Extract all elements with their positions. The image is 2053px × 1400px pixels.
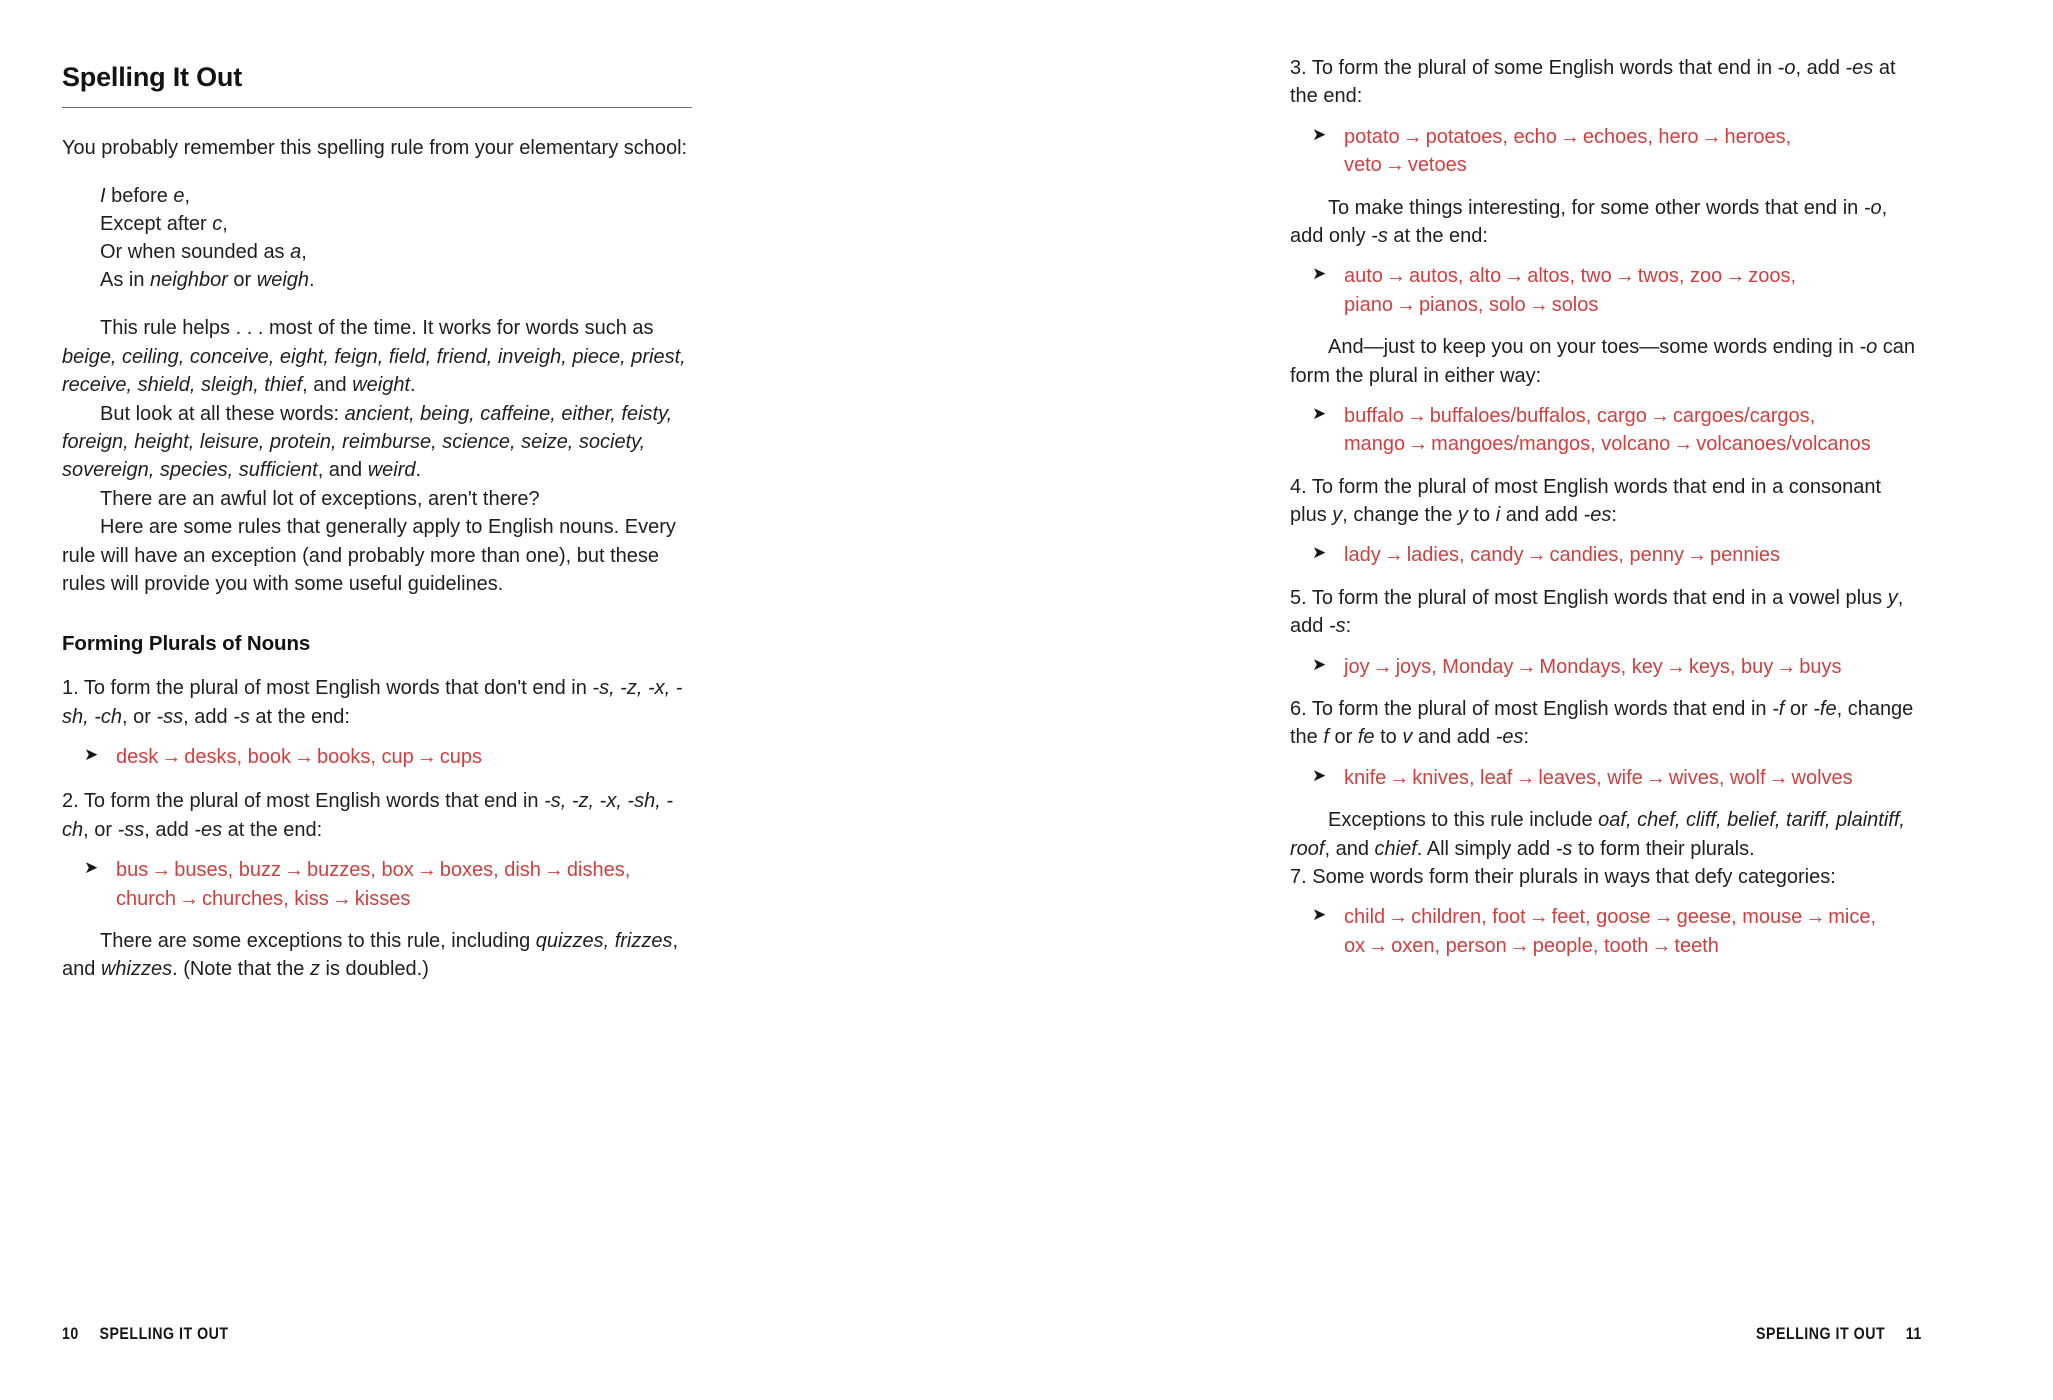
arrow-icon: → (1385, 265, 1406, 288)
rhyme-line-1: I before e, (100, 185, 191, 208)
arrow-icon: → (1768, 766, 1789, 789)
triangle-bullet-icon: ➤ (1312, 264, 1327, 284)
arrow-icon: → (1384, 154, 1405, 177)
arrow-icon: → (161, 746, 182, 769)
triangle-bullet-icon: ➤ (1312, 765, 1327, 785)
triangle-bullet-icon: ➤ (84, 858, 99, 878)
rhyme-line-3: Or when sounded as a, (100, 241, 307, 264)
page-number: 11 (1905, 1325, 1922, 1343)
page-footer-left (62, 1325, 229, 1344)
rule-1-examples (62, 743, 692, 771)
arrow-icon: → (283, 859, 304, 882)
arrow-icon: → (1649, 404, 1670, 427)
arrow-icon: → (1673, 433, 1694, 456)
rule-2-examples (62, 856, 692, 913)
arrow-icon: → (1504, 265, 1525, 288)
title-divider (62, 107, 692, 108)
arrow-icon: → (1701, 125, 1722, 148)
arrow-icon: → (1408, 433, 1429, 456)
triangle-bullet-icon: ➤ (84, 745, 99, 765)
paragraph-here-rules: Here are some rules that generally apply to English nouns. Every rule will have an exception (and probably more than one), but these rules will provide you with some useful guidelines. (62, 516, 676, 595)
arrow-icon: → (1383, 544, 1404, 567)
paragraph-quizzes-exceptions: There are some exceptions to this rule, including quizzes, frizzes, and whizzes. (Note that the z is doubled.) (62, 930, 679, 981)
triangle-bullet-icon: ➤ (1312, 905, 1327, 925)
rule-2-text: 2. To form the plural of most English words that end in -s, -z, -x, -sh, -ch, or -ss, add -es at the end: (62, 790, 673, 841)
page-left (0, 0, 1026, 1400)
page-number: 10 (62, 1325, 79, 1343)
rule-7-examples (1290, 903, 1922, 960)
arrow-icon: → (1645, 766, 1666, 789)
list-item (84, 856, 692, 913)
example-text: bus → buses, buzz → buzzes, box → boxes, dish → dishes, church → churches, kiss → kisses (116, 859, 631, 910)
arrow-icon: → (1614, 265, 1635, 288)
arrow-icon: → (1516, 655, 1537, 678)
rule-4-text: 4. To form the plural of most English words that end in a consonant plus y, change the y to i and add -es: (1290, 475, 1882, 527)
triangle-bullet-icon: ➤ (1312, 403, 1327, 423)
arrow-icon: → (1509, 934, 1530, 957)
arrow-icon: → (416, 859, 437, 882)
arrow-icon: → (179, 887, 200, 910)
example-text: buffalo → buffaloes/buffalos, cargo → cargoes/cargos, mango → mangoes/mangos, volcano → volcanoes/volcanos (1344, 404, 1871, 456)
example-text: knife → knives, leaf → leaves, wife → wives, wolf → wolves (1344, 766, 1853, 789)
list-item (84, 743, 692, 771)
paragraph-rule-helps: This rule helps . . . most of the time. It works for words such as beige, ceiling, conceive, eight, feign, field, friend, inveigh, piece, priest, receive, shield, sleigh, thief, and weight. (62, 317, 686, 397)
spelling-rhyme (62, 182, 692, 294)
rule-5-examples (1290, 653, 1922, 681)
list-item (1312, 123, 1922, 180)
rule-3-text: 3. To form the plural of some English words that end in -o, add -es at the end: (1290, 57, 1896, 108)
list-item (1312, 903, 1922, 960)
arrow-icon: → (1528, 293, 1549, 316)
example-line-2: church → churches, kiss → kisses (116, 887, 411, 910)
arrow-icon: → (1776, 655, 1797, 678)
example-line-2: mango → mangoes/mangos, volcano → volcanoes/volcanos (1344, 433, 1871, 456)
rule-1-text: 1. To form the plural of most English words that don't end in -s, -z, -x, -sh, -ch, or -ss, add -s at the end: (62, 677, 683, 728)
example-text: lady → ladies, candy → candies, penny → pennies (1344, 544, 1781, 567)
triangle-bullet-icon: ➤ (1312, 654, 1327, 674)
arrow-icon: → (1653, 906, 1674, 929)
rule-3-examples (1290, 123, 1922, 180)
example-text: joy → joys, Monday → Mondays, key → keys, buy → buys (1344, 655, 1842, 678)
example-line-2: piano → pianos, solo → solos (1344, 293, 1599, 316)
auto-examples (1290, 262, 1922, 319)
arrow-icon: → (1388, 906, 1409, 929)
rule-5-text: 5. To form the plural of most English words that end in a vowel plus y, add -s: (1290, 586, 1904, 638)
list-item (1312, 764, 1922, 792)
arrow-icon: → (1687, 544, 1707, 567)
rule-6-text: 6. To form the plural of most English words that end in -f or -fe, change the f or fe to v and add -es: (1290, 698, 1914, 749)
arrow-icon: → (1651, 934, 1672, 957)
rule-4-examples (1290, 541, 1922, 569)
paragraph-exceptions: There are an awful lot of exceptions, aren't there? (100, 487, 540, 510)
arrow-icon: → (1528, 906, 1549, 929)
section-heading-forming-plurals: Forming Plurals of Nouns (62, 632, 311, 656)
example-text: potato → potatoes, echo → echoes, hero → heroes, veto → vetoes (1344, 125, 1792, 177)
paragraph-toes: And—just to keep you on your toes—some words ending in -o can form the plural in either way: (1290, 336, 1916, 387)
arrow-icon: → (1372, 655, 1393, 678)
arrow-icon: → (1665, 655, 1686, 678)
paragraph-but-look: But look at all these words: ancient, being, caffeine, either, feisty, foreign, height, leisure, protein, reimburse, science, seize, society, sovereign, species, sufficient, and weird. (62, 402, 673, 482)
list-item (1312, 653, 1922, 681)
rhyme-line-4: As in neighbor or weigh. (100, 269, 315, 292)
paragraph-oaf-exceptions: Exceptions to this rule include oaf, chef, cliff, belief, tariff, plaintiff, roof, and chief. All simply add -s to form their plurals. (1290, 809, 1905, 860)
arrow-icon: → (1395, 293, 1416, 316)
example-text: auto → autos, alto → altos, two → twos, zoo → zoos, piano → pianos, solo → solos (1344, 265, 1797, 316)
paragraph-interesting: To make things interesting, for some other words that end in -o, add only -s at the end: (1290, 196, 1888, 247)
intro-paragraph: You probably remember this spelling rule from your elementary school: (62, 137, 688, 159)
footer-chapter-title: SPELLING IT OUT (1756, 1325, 1886, 1343)
example-text: child → children, foot → feet, goose → geese, mouse → mice, ox → oxen, person → people, tooth → teeth (1344, 906, 1877, 957)
rhyme-line-2: Except after c, (100, 213, 228, 236)
arrow-icon: → (293, 746, 314, 769)
arrow-icon: → (1368, 934, 1389, 957)
footer-chapter-title: SPELLING IT OUT (99, 1325, 229, 1343)
rule-6-examples (1290, 764, 1922, 792)
arrow-icon: → (543, 859, 564, 882)
list-item (1312, 402, 1922, 459)
triangle-bullet-icon: ➤ (1312, 124, 1327, 144)
buffalo-examples (1290, 402, 1922, 459)
arrow-icon: → (1805, 906, 1826, 929)
right-column (1290, 54, 1922, 960)
arrow-icon: → (1526, 544, 1547, 567)
arrow-icon: → (1725, 265, 1746, 288)
arrow-icon: → (331, 887, 352, 910)
arrow-icon: → (1559, 125, 1580, 148)
arrow-icon: → (1406, 404, 1427, 427)
triangle-bullet-icon: ➤ (1312, 543, 1327, 563)
rule-7-text: 7. Some words form their plurals in ways that defy categories: (1290, 865, 1836, 888)
arrow-icon: → (151, 859, 172, 882)
page-right (1026, 0, 2052, 1400)
example-line-2: ox → oxen, person → people, tooth → teeth (1344, 934, 1719, 957)
page-title: Spelling It Out (62, 62, 242, 92)
page-footer-right (1756, 1325, 1922, 1344)
arrow-icon: → (1402, 125, 1423, 148)
example-text: desk → desks, book → books, cup → cups (116, 746, 482, 769)
arrow-icon: → (1389, 766, 1410, 789)
list-item (1312, 541, 1922, 569)
list-item (1312, 262, 1922, 319)
left-column (62, 62, 692, 984)
arrow-icon: → (416, 746, 437, 769)
arrow-icon: → (1515, 766, 1536, 789)
example-line-2: veto → vetoes (1344, 154, 1467, 177)
